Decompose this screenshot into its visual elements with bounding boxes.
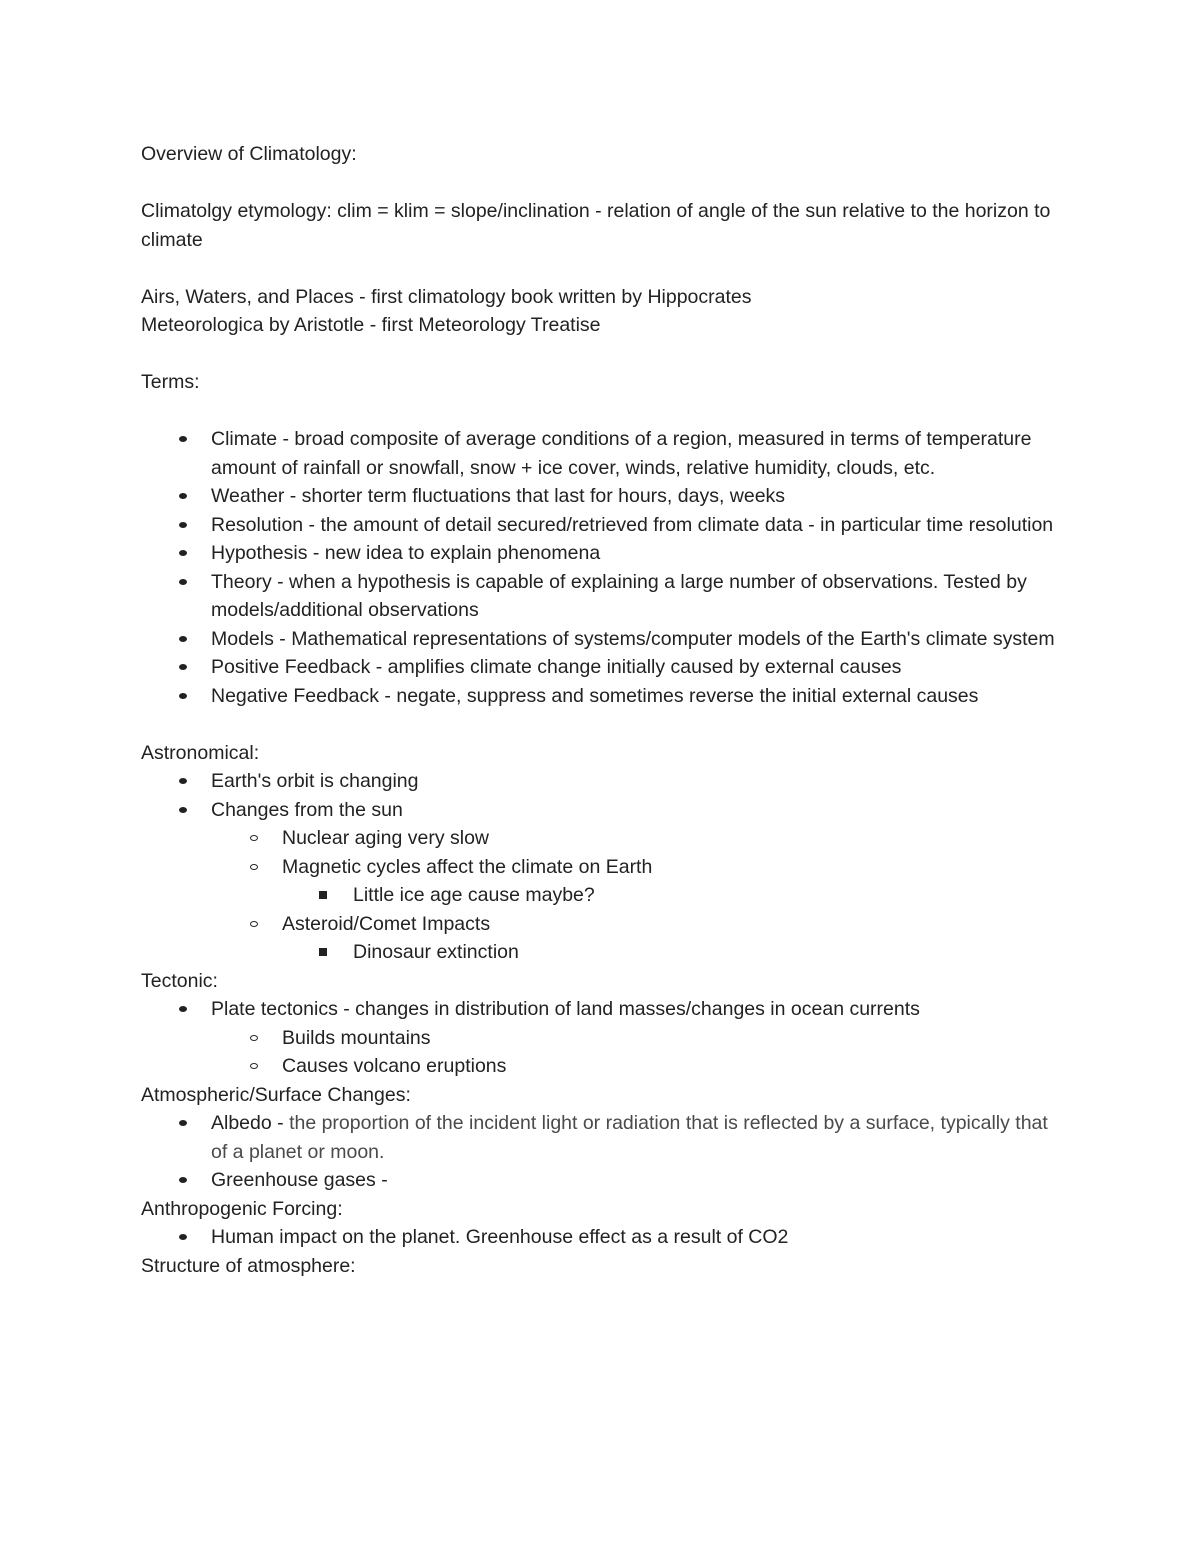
bullet-circle-icon [250,1024,258,1053]
tectonic-heading: Tectonic: [141,969,218,992]
anthropogenic-list [141,1223,1061,1252]
list-item: Resolution - the amount of detail secured/retrieved from climate data - in particular time resolution [141,511,1061,540]
list-item: Positive Feedback - amplifies climate change initially caused by external causes [141,653,1061,682]
list-item: Little ice age cause maybe? [141,881,1061,910]
bullet-circle-icon [250,824,258,853]
structure-heading: Structure of atmosphere: [141,1254,356,1277]
list-item: Builds mountains [141,1024,1061,1053]
etymology-text: Climatolgy etymology: clim = klim = slope/inclination - relation of angle of the sun relative to the horizon to climate [141,200,1051,251]
list-item: Magnetic cycles affect the climate on Earth [141,853,1061,882]
albedo-term: Albedo - [211,1112,290,1134]
bullet-circle-icon [250,853,258,882]
bullet-disc-icon [179,796,187,825]
bullet-disc-icon [179,511,187,540]
list-item: Earth's orbit is changing [141,767,1061,796]
astronomical-heading: Astronomical: [141,741,260,764]
list-item: Negative Feedback - negate, suppress and sometimes reverse the initial external causes [141,682,1061,711]
list-item: Climate - broad composite of average conditions of a region, measured in terms of temperature amount of rainfall or snowfall, snow + ice cover, winds, relative humidity, clouds, etc. [141,425,1061,482]
bullet-disc-icon [179,625,187,654]
bullet-disc-icon [179,1223,187,1252]
bullet-circle-icon [250,910,258,939]
terms-heading: Terms: [141,371,200,393]
atmospheric-list [141,1109,1061,1195]
bullet-disc-icon [179,1109,187,1138]
bullet-disc-icon [179,653,187,682]
book-line: Meteorologica by Aristotle - first Meteorology Treatise [141,314,601,336]
list-item: Human impact on the planet. Greenhouse effect as a result of CO2 [141,1223,1061,1252]
bullet-disc-icon [179,425,187,454]
list-item: Asteroid/Comet Impacts [141,910,1061,939]
list-item: Dinosaur extinction [141,938,1061,967]
list-item: Changes from the sun [141,796,1061,825]
anthropogenic-heading: Anthropogenic Forcing: [141,1197,343,1220]
albedo-definition: the proportion of the incident light or radiation that is reflected by a surface, typically that of a planet or moon. [211,1112,1048,1163]
list-item: Weather - shorter term fluctuations that last for hours, days, weeks [141,482,1061,511]
list-item: Plate tectonics - changes in distribution of land masses/changes in ocean currents [141,995,1061,1024]
doc-title: Overview of Climatology: [141,143,357,165]
list-item: Models - Mathematical representations of systems/computer models of the Earth's climate system [141,625,1061,654]
bullet-circle-icon [250,1052,258,1081]
bullet-square-icon [319,938,327,967]
bullet-disc-icon [179,539,187,568]
list-item [141,1109,1061,1166]
bullet-square-icon [319,881,327,910]
document-page [141,140,1061,1280]
astronomical-list [141,767,1061,967]
bullet-disc-icon [179,1166,187,1195]
list-item: Hypothesis - new idea to explain phenomena [141,539,1061,568]
atmospheric-heading: Atmospheric/Surface Changes: [141,1083,411,1106]
bullet-disc-icon [179,682,187,711]
book-line: Airs, Waters, and Places - first climatology book written by Hippocrates [141,285,752,308]
terms-list [141,425,1061,710]
bullet-disc-icon [179,995,187,1024]
bullet-disc-icon [179,568,187,597]
list-item: Theory - when a hypothesis is capable of explaining a large number of observations. Tested by models/additional observations [141,568,1061,625]
list-item: Causes volcano eruptions [141,1052,1061,1081]
bullet-disc-icon [179,767,187,796]
list-item: Nuclear aging very slow [141,824,1061,853]
list-item: Greenhouse gases - [141,1166,1061,1195]
tectonic-list [141,995,1061,1081]
bullet-disc-icon [179,482,187,511]
